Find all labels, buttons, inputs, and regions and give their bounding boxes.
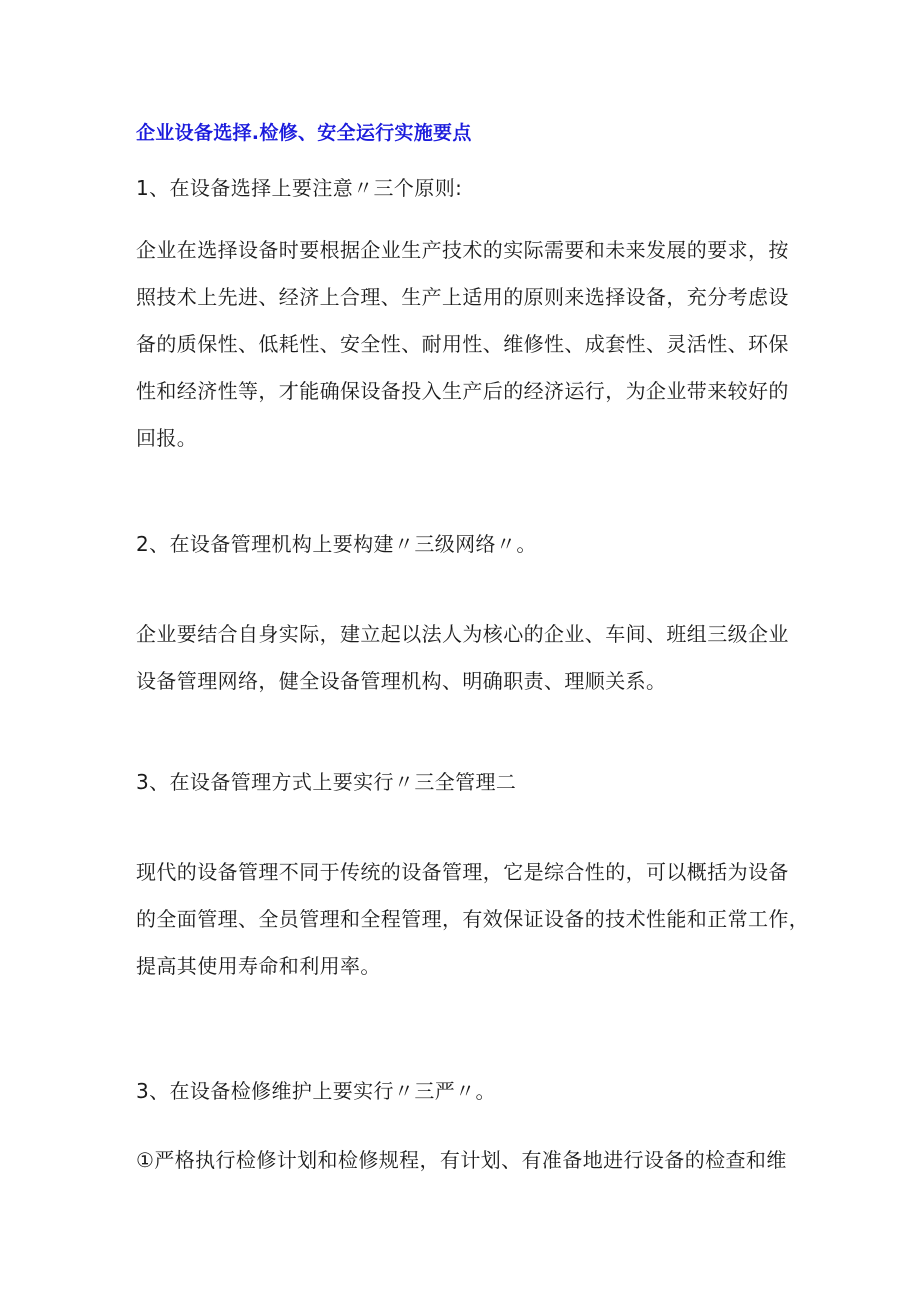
section-heading-2: 2、在设备管理机构上要构建〃三级网络〃。	[136, 532, 537, 556]
body-line: 企业要结合自身实际，建立起以法人为核心的企业、车间、班组三级企业	[136, 622, 789, 646]
body-line: 照技术上先进、经济上合理、生产上适用的原则来选择设备，充分考虑设	[136, 285, 789, 309]
body-line: 回报。	[136, 426, 198, 450]
section-heading-3: 3、在设备管理方式上要实行〃三全管理二	[136, 770, 517, 794]
body-line: 现代的设备管理不同于传统的设备管理，它是综合性的，可以概括为设备	[136, 860, 789, 884]
body-line: 企业在选择设备时要根据企业生产技术的实际需要和未来发展的要求，按	[136, 238, 789, 262]
section-body-1	[136, 227, 796, 462]
body-line: 性和经济性等，才能确保设备投入生产后的经济运行，为企业带来较好的	[136, 379, 789, 403]
body-line: 备的质保性、低耗性、安全性、耐用性、维修性、成套性、灵活性、环保	[136, 332, 789, 356]
body-line: 设备管理网络，健全设备管理机构、明确职责、理顺关系。	[136, 669, 667, 693]
body-line: 的全面管理、全员管理和全程管理，有效保证设备的技术性能和正常工作，	[136, 907, 810, 931]
body-line: ①严格执行检修计划和检修规程，有计划、有准备地进行设备的检查和维	[136, 1148, 787, 1172]
section-heading-1: 1、在设备选择上要注意〃三个原则:	[136, 176, 463, 200]
document-title: 企业设备选择.检修、安全运行实施要点	[136, 122, 472, 144]
body-line: 提高其使用寿命和利用率。	[136, 954, 381, 978]
section-body-4	[136, 1137, 796, 1184]
section-body-3	[136, 849, 810, 990]
section-heading-4: 3、在设备检修维护上要实行〃三严〃。	[136, 1079, 496, 1103]
section-body-2	[136, 611, 796, 705]
